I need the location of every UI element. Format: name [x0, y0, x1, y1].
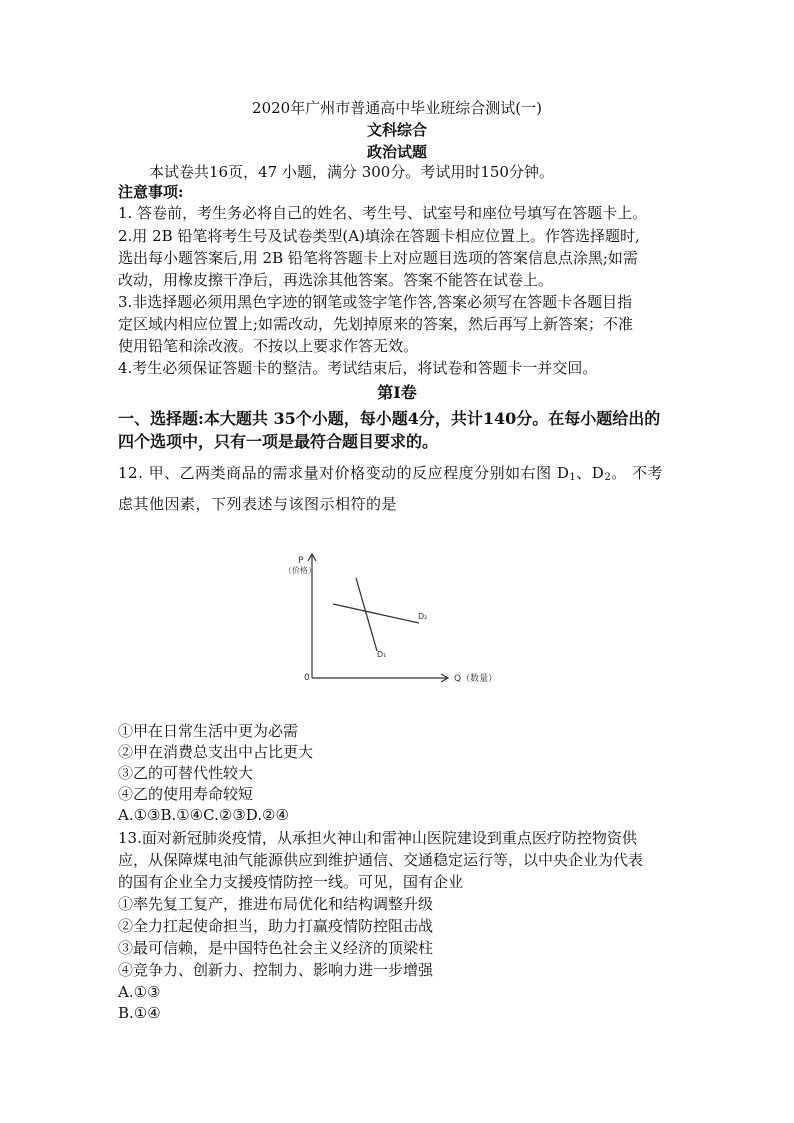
section-instruction: 一、选择题:本大题共 35个小题，每小题4分，共计140分。在每小题给出的 [118, 409, 661, 428]
q12-sub1: 1 [569, 472, 577, 483]
notes-line: 3.非选择题必须用黑色字迹的钢笔或签字笔作答,答案必须写在答题卡各题目指 [118, 293, 633, 311]
y-axis-label: P [298, 556, 304, 566]
exam-subject: 文科综合 [366, 121, 427, 139]
notes-line: 4.考生必须保证答题卡的整洁。考试结束后，将试卷和答题卡一并交回。 [118, 359, 598, 377]
notes-line: 选出每小题答案后,用 2B 铅笔将答题卡上对应题目选项的答案信息点涂黑;如需 [118, 249, 638, 267]
q12-option: ③乙的可替代性较大 [118, 764, 254, 782]
q12-answers: A.①③B.①④C.②③D.②④ [118, 806, 289, 824]
notes-line: 使用铅笔和涂改液。不按以上要求作答无效。 [118, 337, 419, 355]
q13-option: ②全力扛起使命担当，助力打赢疫情防控阻击战 [118, 917, 434, 935]
q12-stem-sep: 、D [576, 464, 605, 482]
q12-option: ①甲在日常生活中更为必需 [118, 722, 299, 740]
q13-stem: 应，从保障煤电油气能源供应到维护通信、交通稳定运行等，以中央企业为代表 [118, 851, 644, 869]
notes-line: 1. 答卷前，考生务必将自己的姓名、考生号、试室号和座位号填写在答题卡上。 [118, 204, 648, 222]
q12-stem-text: 12. 甲、乙两类商品的需求量对价格变动的反应程度分别如右图 D [118, 464, 570, 482]
section-title: 第Ⅰ卷 [377, 383, 417, 402]
d1-label: D₁ [377, 650, 387, 659]
x-axis-label: Q（数量） [454, 674, 498, 684]
q13-option: ④竞争力、创新力、控制力、影响力进一步增强 [118, 961, 434, 979]
q13-option: ③最可信赖，是中国特色社会主义经济的顶梁柱 [118, 939, 434, 957]
q13-answer: B.①④ [118, 1004, 161, 1022]
d2-curve [333, 604, 419, 623]
q12-sub2: 2 [604, 472, 612, 483]
q12-stem [118, 463, 678, 488]
notes-line: 改动，用橡皮擦干净后，再选涂其他答案。答案不能答在试卷上。 [118, 271, 554, 289]
q13-stem: 的国有企业全力支援疫情防控一线。可见，国有企业 [118, 873, 464, 891]
origin-label: 0 [304, 673, 310, 683]
q12-stem-tail: 。 不考 [611, 464, 663, 482]
exam-title: 2020年广州市普通高中毕业班综合测试(一) [252, 99, 542, 117]
paper-title: 政治试题 [366, 143, 427, 161]
demand-chart [270, 545, 526, 695]
section-instruction: 四个选项中，只有一项是最符合题目要求的。 [118, 432, 439, 451]
q13-option: ①率先复工复产，推进布局优化和结构调整升级 [118, 895, 434, 913]
q12-option: ④乙的使用寿命较短 [118, 785, 254, 803]
d2-label: D₂ [418, 612, 428, 621]
exam-intro: 本试卷共16页，47 小题，满分 300分。考试用时150分钟。 [149, 163, 554, 181]
notes-line: 2.用 2B 铅笔将考生号及试卷类型(A)填涂在答题卡相应位置上。作答选择题时, [118, 227, 640, 245]
q12-stem-line2: 虑其他因素，下列表述与该图示相符的是 [118, 495, 398, 513]
d1-curve [356, 578, 377, 651]
notes-heading: 注意事项: [118, 183, 184, 201]
y-axis-sublabel: （价格） [284, 566, 316, 575]
q13-answer: A.①③ [118, 983, 161, 1001]
notes-line: 定区域内相应位置上;如需改动，先划掉原来的答案，然后再写上新答案；不准 [118, 315, 634, 333]
q13-stem: 13.面对新冠肺炎疫情，从承担火神山和雷神山医院建设到重点医疗防控物资供 [118, 829, 637, 847]
q12-option: ②甲在消费总支出中占比更大 [118, 743, 314, 761]
